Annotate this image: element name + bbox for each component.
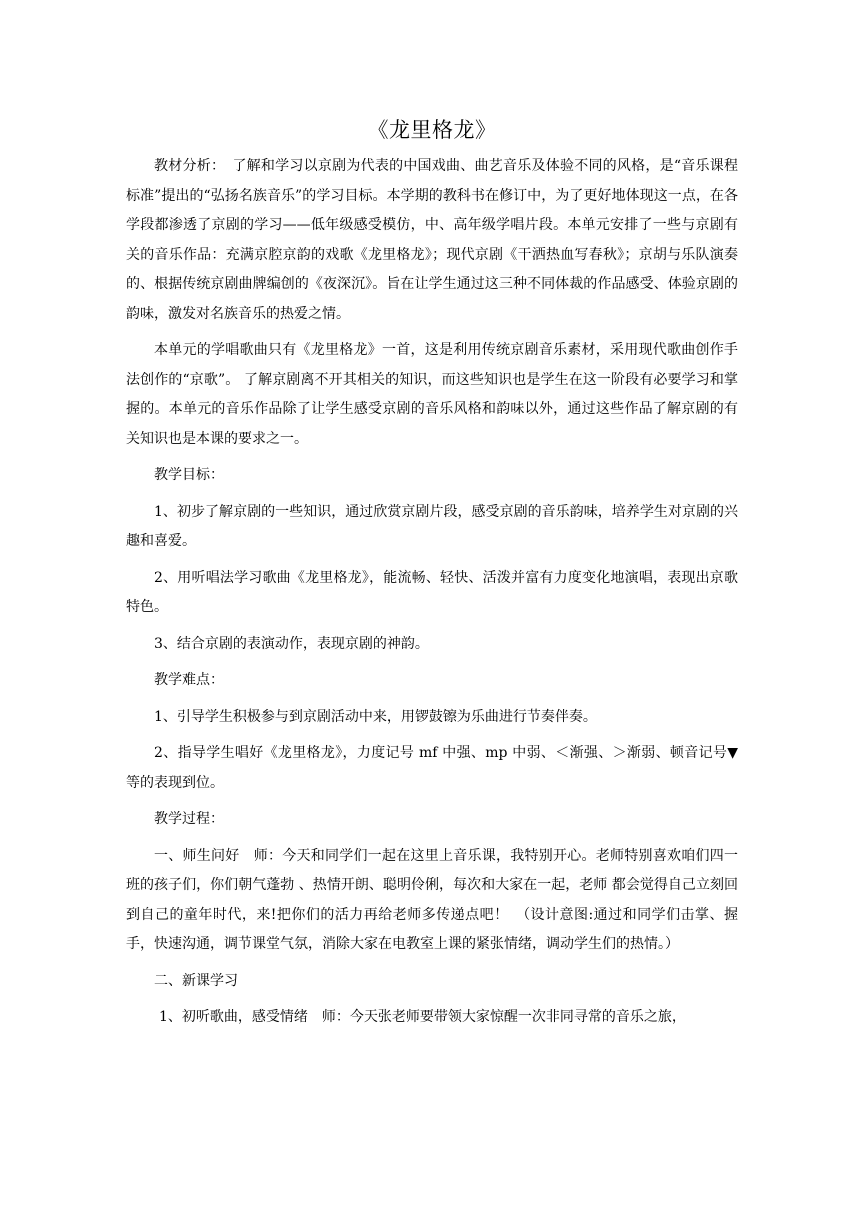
paragraph-material-analysis: 教材分析： 了解和学习以京剧为代表的中国戏曲、曲艺音乐及体验不同的风格，是“音乐课程标准”提出的“弘扬名族音乐”的学习目标。本学期的教科书在修订中，为了更好地体现这一点，在各学段都渗透了京剧的学习——低年级感受模仿，中、高年级学唱片段。本单元安排了一些与京剧有关的音乐作品：充满京腔京韵的戏歌《龙里格龙》；现代京剧《干洒热血写春秋》；京胡与乐队演奏的、根据传统京剧曲牌编创的《夜深沉》。旨在让学生通过这三种不同体裁的作品感受、体验京剧的韵味，激发对名族音乐的热爱之情。 <box>126 158 738 322</box>
heading-teaching-difficulties: 教学难点： <box>154 672 224 688</box>
heading-teaching-goals: 教学目标： <box>154 467 224 483</box>
difficulty-item-1: 1、引导学生积极参与到京剧活动中来，用锣鼓镲为乐曲进行节奏伴奏。 <box>154 708 597 725</box>
heading-teaching-process: 教学过程： <box>154 811 224 827</box>
process-greeting: 一、师生问好 师：今天和同学们一起在这里上音乐课，我特别开心。老师特别喜欢咱们四一班的孩子们，你们朝气蓬勃 、热情开朗、聪明伶俐，每次和大家在一起，老师 都会觉得自己立刻回到自己的童年时代，来!把你们的活力再给老师多传递点吧！ （设计意图:通过和同学们击掌、握手，快速沟通，调节课堂气氛，消除大家在电教室上课的紧张情绪，调动学生们的热情。） <box>126 847 738 952</box>
goal-item-2: 2、用听唱法学习歌曲《龙里格龙》，能流畅、轻快、活泼并富有力度变化地演唱，表现出京歌特色。 <box>126 569 738 615</box>
difficulty-item-2: 2、指导学生唱好《龙里格龙》，力度记号 mf 中强、mp 中弱、＜渐强、＞渐弱、顿音记号▼ 等的表现到位。 <box>126 745 738 791</box>
goal-item-1: 1、初步了解京剧的一些知识，通过欣赏京剧片段，感受京剧的音乐韵味，培养学生对京剧的兴趣和喜爱。 <box>126 503 738 549</box>
document-body <box>126 112 738 1040</box>
goal-item-3: 3、结合京剧的表演动作，表现京剧的神韵。 <box>154 635 429 652</box>
process-new-lesson: 二、新课学习 <box>154 972 238 989</box>
process-first-listen: 1、初听歌曲，感受情绪 师：今天张老师要带领大家惊醒一次非同寻常的音乐之旅， <box>159 1009 686 1025</box>
paragraph-unit-song: 本单元的学唱歌曲只有《龙里格龙》一首，这是利用传统京剧音乐素材，采用现代歌曲创作手法创作的“京歌”。 了解京剧离不开其相关的知识，而这些知识也是学生在这一阶段有必要学习和掌握的。本单元的音乐作品除了让学生感受京剧的音乐风格和韵味以外，通过这些作品了解京剧的有关知识也是本课的要求之一。 <box>126 342 738 447</box>
document-title: 《龙里格龙》 <box>367 118 497 142</box>
